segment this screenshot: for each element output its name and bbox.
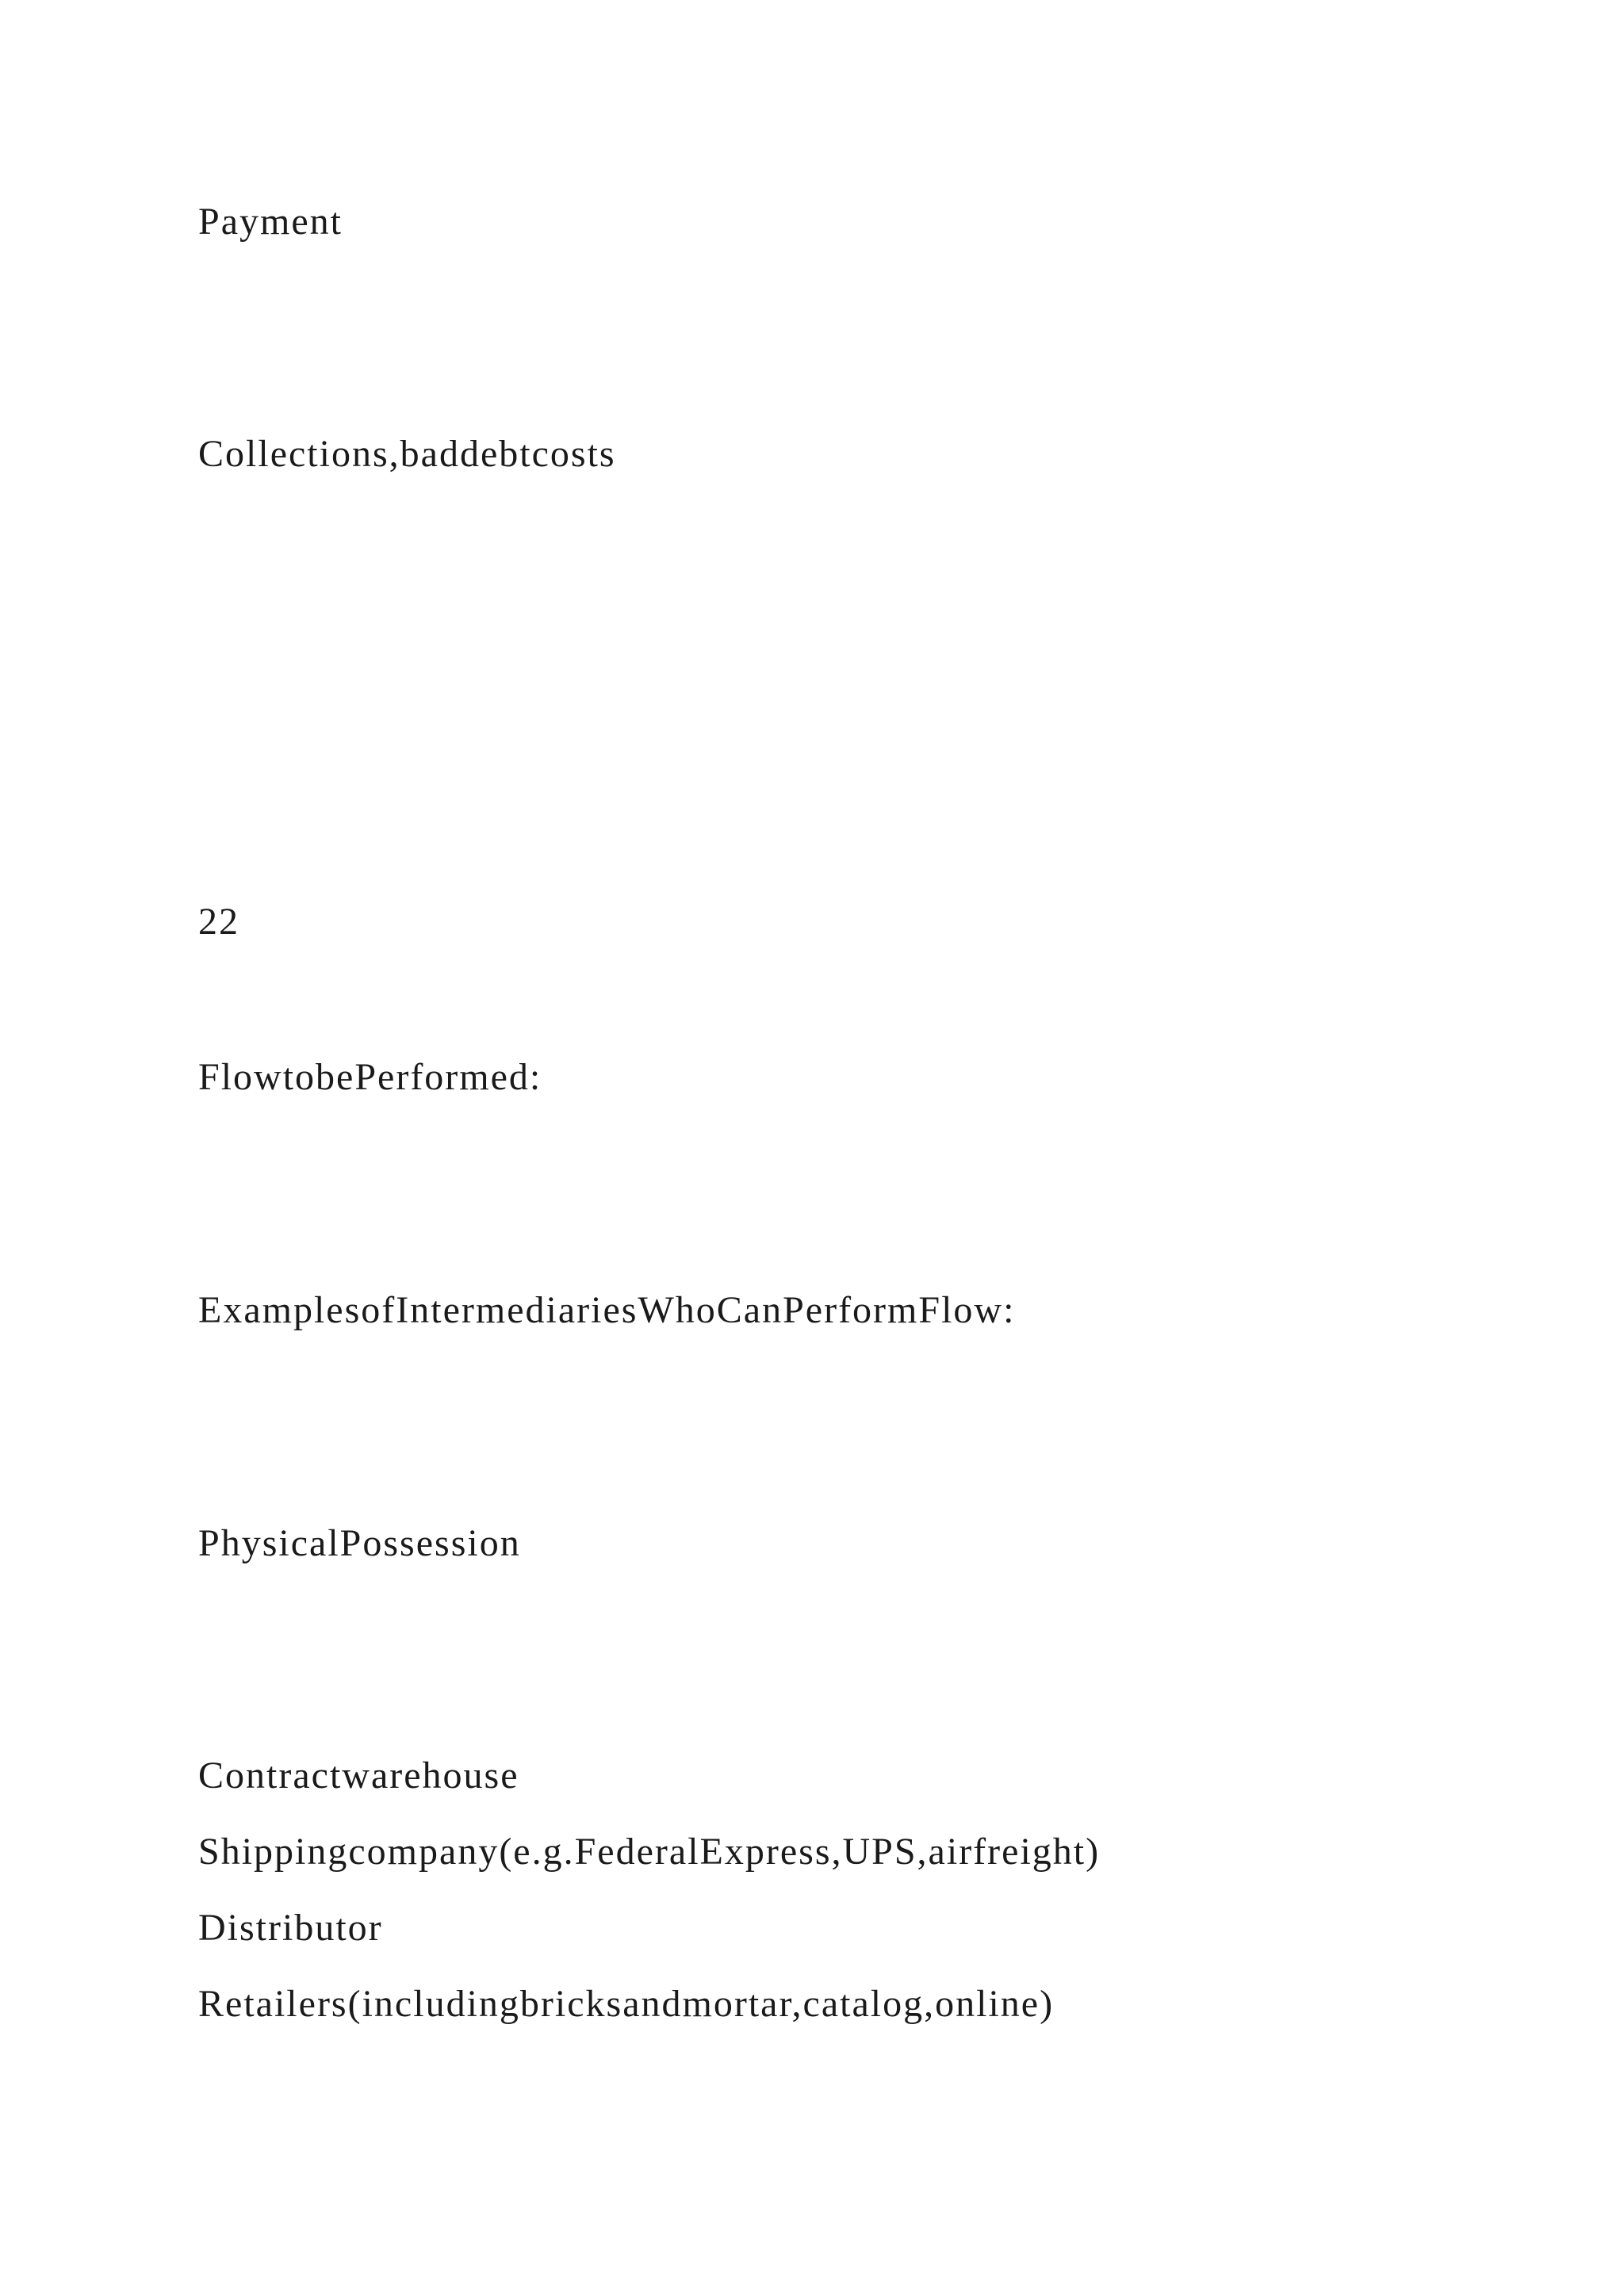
- payment-detail: Collections,baddebtcosts: [198, 433, 616, 475]
- flow-name: PhysicalPossession: [198, 1522, 521, 1564]
- examples-label: ExamplesofIntermediariesWhoCanPerformFlow:: [198, 1289, 1016, 1331]
- page-number: 22: [198, 901, 239, 943]
- intermediary-item: Contractwarehouse: [198, 1755, 519, 1797]
- payment-heading: Payment: [198, 201, 343, 243]
- intermediary-item: Shippingcompany(e.g.FederalExpress,UPS,airfreight): [198, 1831, 1101, 1873]
- intermediary-item: Distributor: [198, 1907, 383, 1949]
- intermediary-item: Retailers(includingbricksandmortar,catalog,online): [198, 1983, 1055, 2025]
- flow-label: FlowtobePerformed:: [198, 1056, 542, 1098]
